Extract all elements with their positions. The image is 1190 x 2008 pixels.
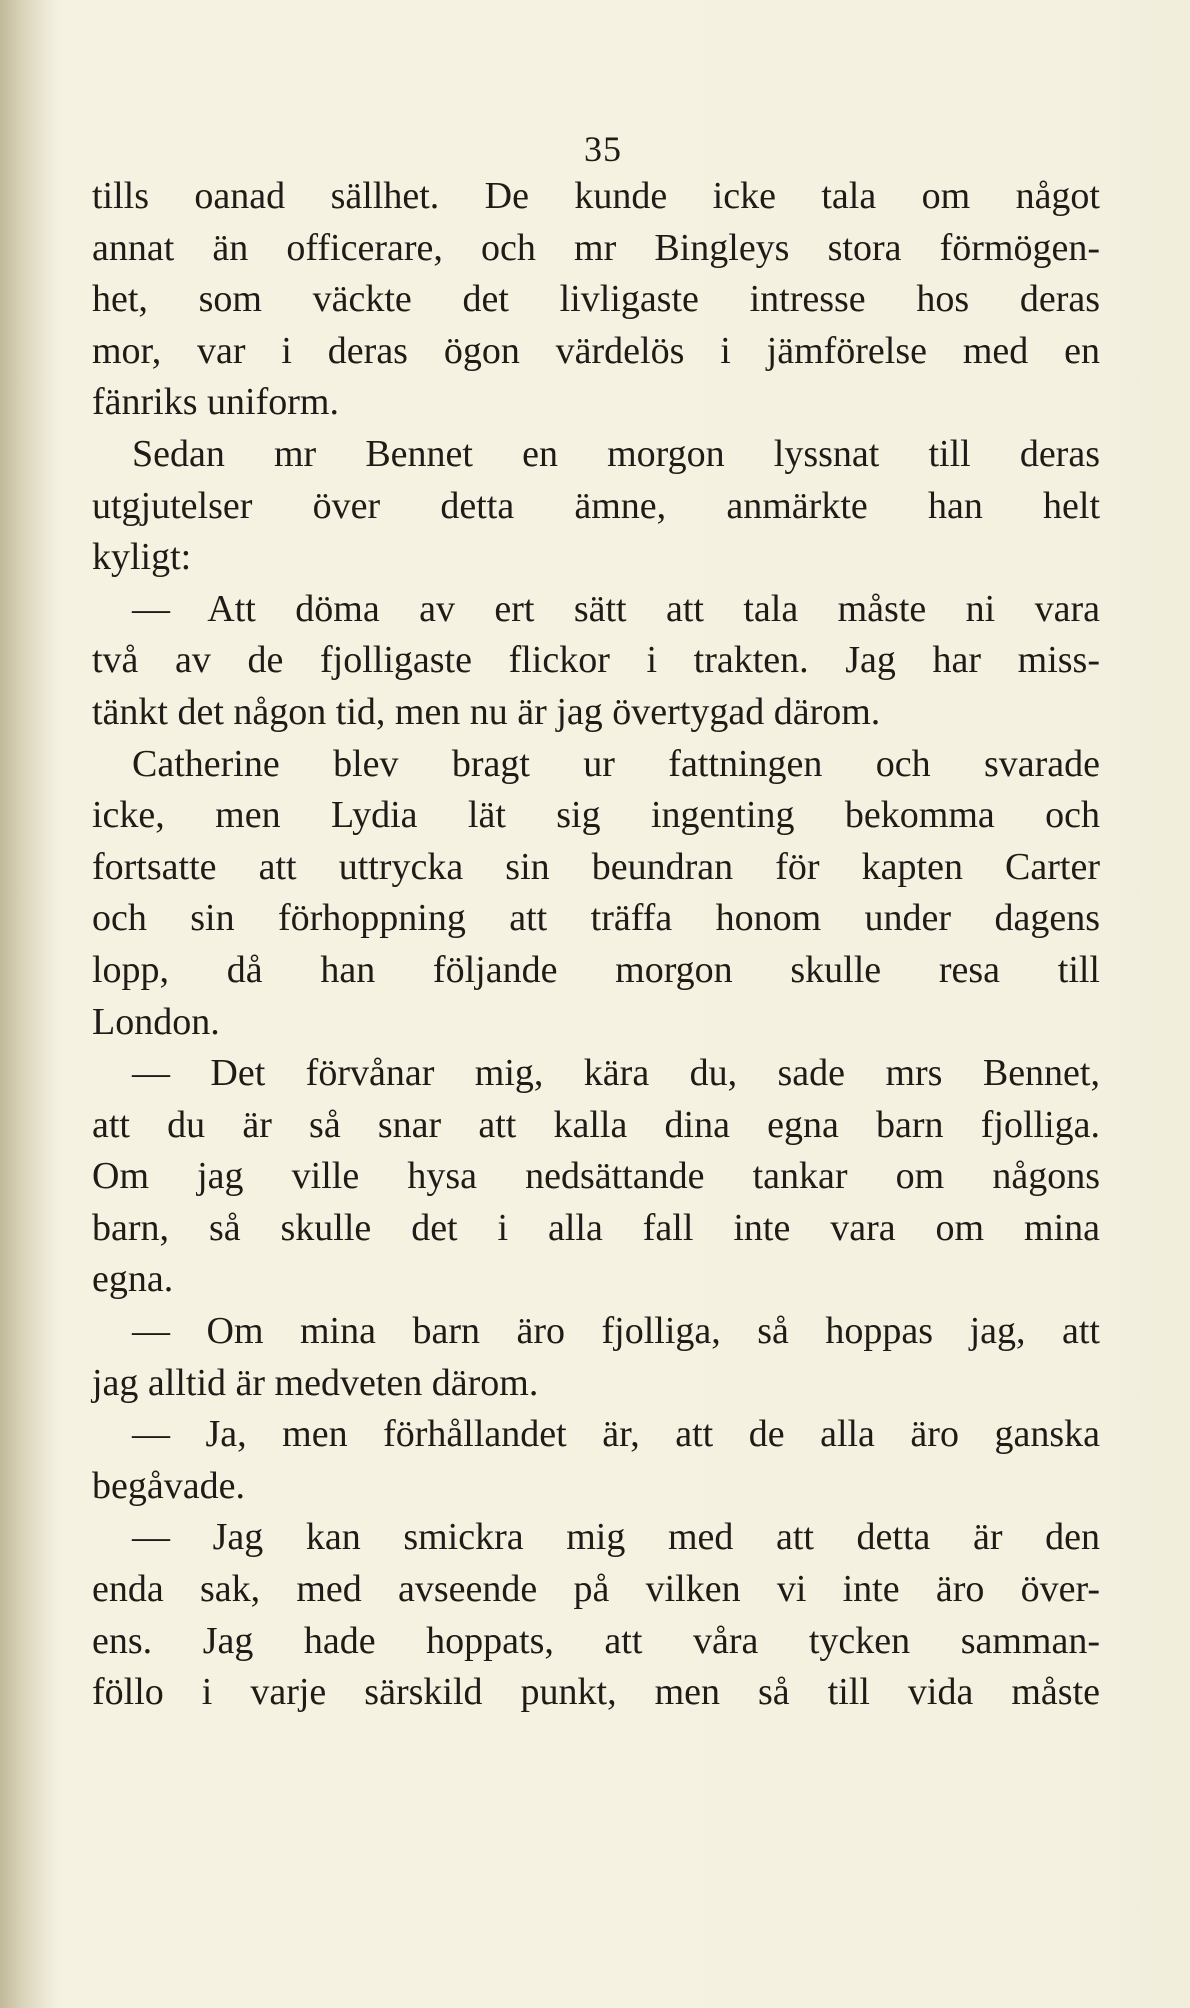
paragraph-8 — [92, 1512, 1100, 1718]
page-number: 35 — [584, 129, 622, 169]
text-line: — Jag kan smickra mig med att detta är den — [132, 1516, 1100, 1559]
text-line: Catherine blev bragt ur fattningen och svarade — [132, 742, 1100, 785]
paragraph-4 — [92, 739, 1100, 1049]
binding-gutter-shadow — [0, 0, 58, 2008]
text-line: att du är så snar att kalla dina egna barn fjolliga. — [92, 1103, 1100, 1146]
text-line: ens. Jag hade hoppats, att våra tycken samman- — [92, 1619, 1100, 1662]
text-line: — Att döma av ert sätt att tala måste ni vara — [132, 587, 1100, 630]
text-line: het, som väckte det livligaste intresse hos deras — [92, 278, 1100, 321]
paragraph-3 — [92, 584, 1100, 739]
paragraph-2 — [92, 429, 1100, 584]
text-line: fänriks uniform. — [92, 381, 339, 424]
text-line: barn, så skulle det i alla fall inte vara om mina — [92, 1206, 1100, 1249]
paragraph-6 — [92, 1306, 1100, 1409]
text-line: — Det förvånar mig, kära du, sade mrs Bennet, — [132, 1052, 1100, 1095]
paragraph-5 — [92, 1048, 1100, 1306]
text-line: lopp, då han följande morgon skulle resa till — [92, 948, 1100, 991]
text-line: Sedan mr Bennet en morgon lyssnat till deras — [132, 432, 1100, 475]
text-line: — Om mina barn äro fjolliga, så hoppas jag, att — [132, 1310, 1100, 1353]
text-line: annat än officerare, och mr Bingleys stora förmögen- — [92, 226, 1100, 269]
text-line: två av de fjolligaste flickor i trakten. Jag har miss- — [92, 639, 1100, 682]
text-line: kyligt: — [92, 536, 192, 579]
paragraph-1 — [92, 171, 1100, 429]
text-line: och sin förhoppning att träffa honom under dagens — [92, 897, 1100, 940]
text-line: föllo i varje särskild punkt, men så till vida måste — [92, 1671, 1100, 1714]
text-line: enda sak, med avseende på vilken vi inte äro över- — [92, 1568, 1100, 1611]
text-line: egna. — [92, 1258, 174, 1301]
text-line: — Ja, men förhållandet är, att de alla äro ganska — [132, 1413, 1100, 1456]
body-text — [92, 171, 1100, 1719]
text-line: icke, men Lydia lät sig ingenting bekomma och — [92, 794, 1100, 837]
text-line: fortsatte att uttrycka sin beundran för kapten Carter — [92, 845, 1100, 888]
text-line: London. — [92, 1000, 220, 1043]
text-line: begåvade. — [92, 1464, 245, 1507]
text-line: Om jag ville hysa nedsättande tankar om någons — [92, 1155, 1100, 1198]
text-line: utgjutelser över detta ämne, anmärkte han helt — [92, 484, 1100, 527]
text-line: jag alltid är medveten därom. — [92, 1361, 539, 1404]
text-line: mor, var i deras ögon värdelös i jämförelse med en — [92, 329, 1100, 372]
paragraph-7 — [92, 1409, 1100, 1512]
text-line: tills oanad sällhet. De kunde icke tala om något — [92, 175, 1100, 217]
text-line: tänkt det någon tid, men nu är jag övertygad därom. — [92, 690, 881, 733]
